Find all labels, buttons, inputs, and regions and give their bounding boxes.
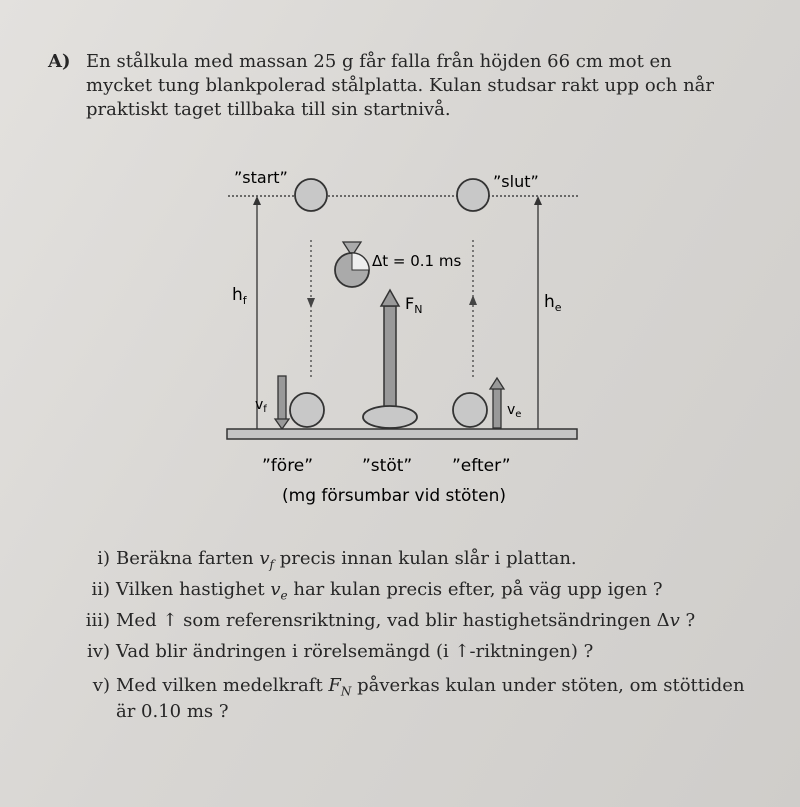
caption-stot: ”stöt” xyxy=(362,456,413,476)
rise-arrow xyxy=(469,295,477,305)
fn-arrow-head xyxy=(381,290,399,306)
question-item xyxy=(0,610,800,636)
question-number: ii) xyxy=(91,579,110,600)
label-he: $h_e$ xyxy=(544,292,562,314)
ball-after xyxy=(453,393,487,427)
question-number: iv) xyxy=(87,641,110,662)
question-number: i) xyxy=(97,548,110,569)
problem-line: En stålkula med massan 25 g får falla från höjden 66 cm mot en xyxy=(86,51,672,72)
question-text: Vad blir ändringen i rörelsemängd (i ↑-riktningen) ? xyxy=(116,641,594,662)
caption-note: (mg försumbar vid stöten) xyxy=(282,486,506,506)
ball-impact xyxy=(363,406,417,428)
question-text: är 0.10 ms ? xyxy=(116,701,229,722)
question-number: iii) xyxy=(85,610,110,631)
question-item xyxy=(0,675,800,701)
hf-arrow-head xyxy=(253,196,261,205)
label-vf: $v_f$ xyxy=(255,397,267,415)
caption-efter: ”efter” xyxy=(452,456,511,476)
stopwatch-icon xyxy=(335,242,369,287)
vf-arrow-shaft xyxy=(278,376,286,420)
ball-before xyxy=(290,393,324,427)
question-item xyxy=(0,701,800,727)
label-slut: ”slut” xyxy=(493,172,539,191)
ve-arrow-head xyxy=(490,378,504,389)
label-hf: $h_f$ xyxy=(232,285,247,307)
problem-line: mycket tung blankpolerad stålplatta. Kulan studsar rakt upp och når xyxy=(86,75,715,96)
question-item xyxy=(0,579,800,605)
ball-end xyxy=(457,179,489,211)
vf-arrow-head xyxy=(275,419,289,429)
caption-fore: ”före” xyxy=(262,456,314,476)
steel-plate xyxy=(227,429,577,439)
label-start: ”start” xyxy=(234,168,288,187)
question-text: Vilken hastighet $v_e$ har kulan precis efter, på väg upp igen ? xyxy=(116,579,663,603)
he-arrow-head xyxy=(534,196,542,205)
question-text: Med vilken medelkraft $F_N$ påverkas kulan under stöten, om stöttiden xyxy=(116,675,745,699)
problem-line: praktiskt taget tillbaka till sin startnivå. xyxy=(86,99,451,120)
label-fn: $F_N$ xyxy=(405,294,423,316)
question-number: v) xyxy=(92,675,110,696)
label-dt: Δt = 0.1 ms xyxy=(372,252,462,270)
problem-label: A) xyxy=(48,51,71,72)
fall-arrow xyxy=(307,298,315,308)
question-text: Med ↑ som referensriktning, vad blir hastighetsändringen Δv ? xyxy=(116,610,696,631)
ve-arrow-shaft xyxy=(493,388,501,428)
question-item xyxy=(0,548,800,574)
question-item xyxy=(0,641,800,667)
question-text: Beräkna farten $v_f$ precis innan kulan slår i plattan. xyxy=(116,548,577,572)
label-ve: $v_e$ xyxy=(507,402,522,420)
ball-start xyxy=(295,179,327,211)
